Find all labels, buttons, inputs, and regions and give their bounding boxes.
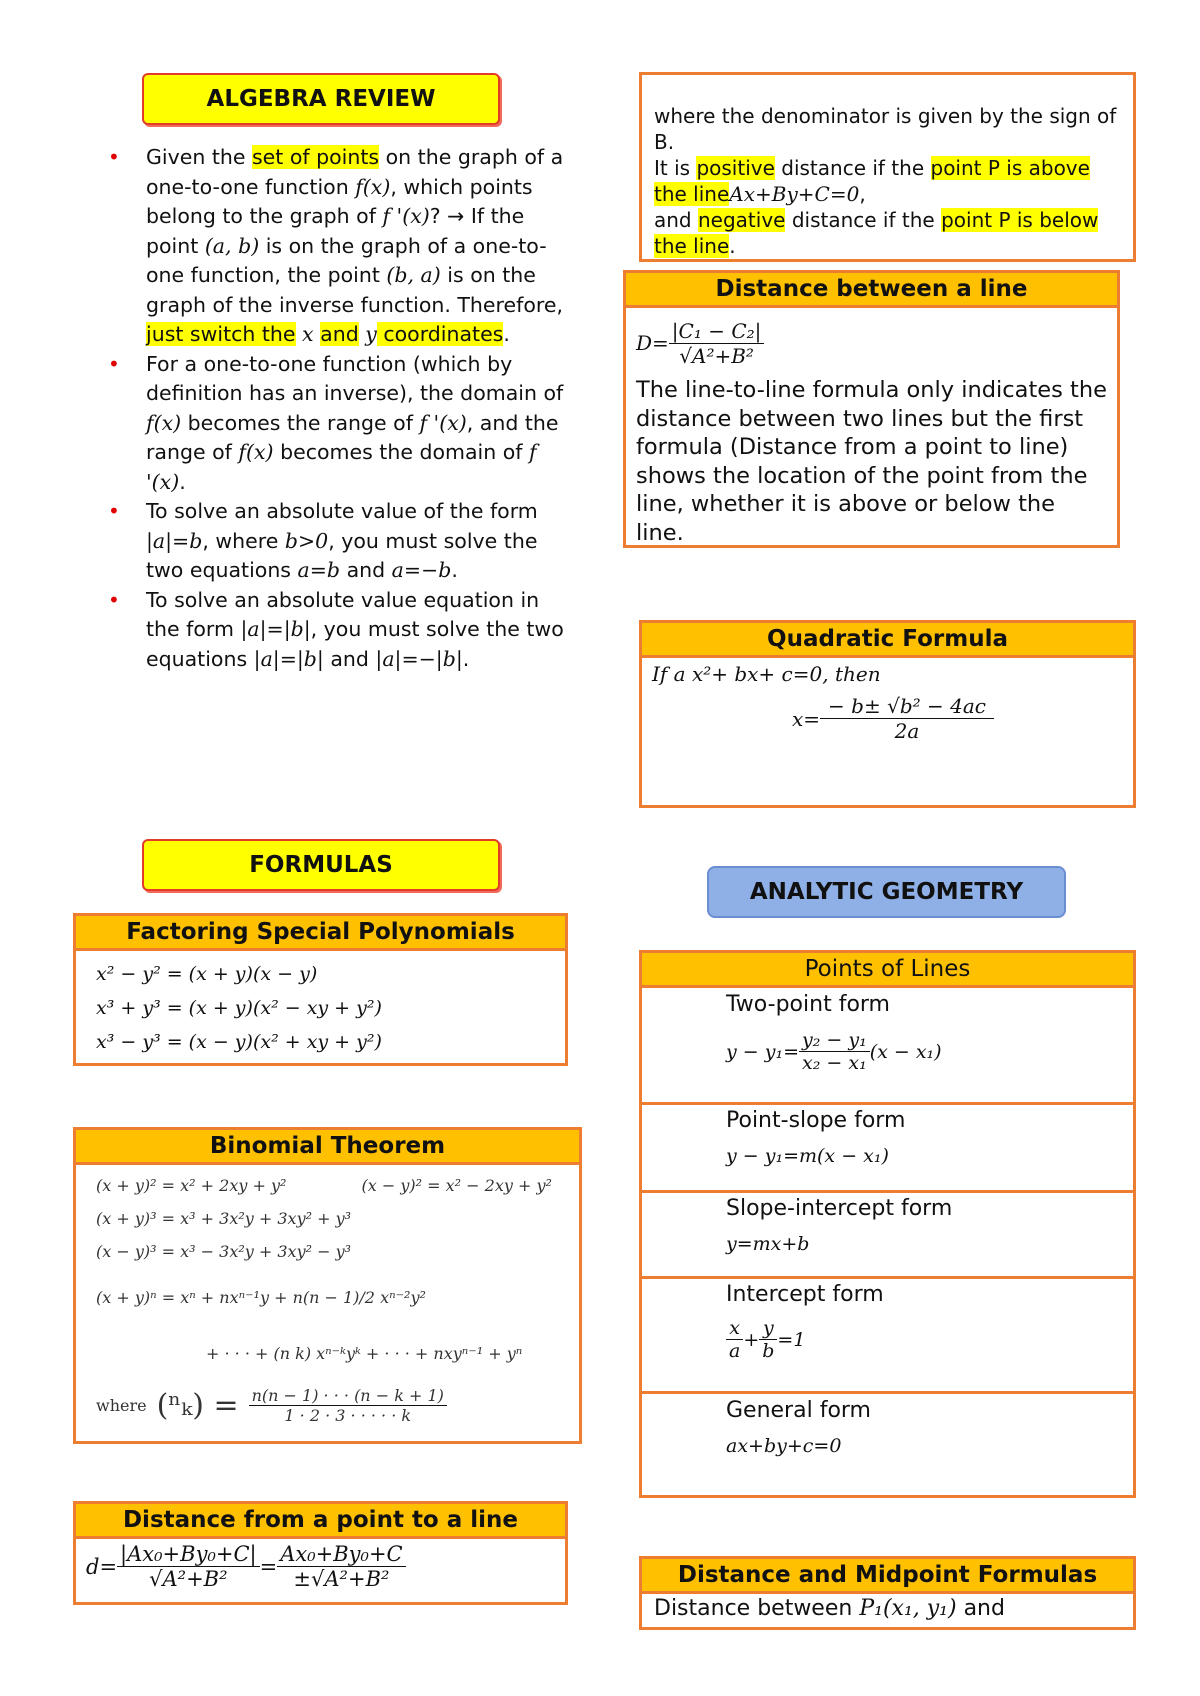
plus-sign: + [743, 1328, 760, 1351]
formula-line: (x + y)³ = x³ + 3x²y + 3xy² + y³ [96, 1209, 352, 1228]
formula-line: (x − y)³ = x³ − 3x²y + 3xy² − y³ [96, 1242, 352, 1261]
form-label: Intercept form [726, 1282, 884, 1307]
list-item: • To solve an absolute value of the form |a|=b, where b>0, you must solve the two equations a=b and a=−b. [108, 497, 578, 586]
fraction: $\frac{x}{a}$ [726, 1317, 743, 1362]
line-distance-box [623, 270, 1120, 548]
intercept-section [642, 1279, 1133, 1394]
formula-line: ax+by+c=0 [726, 1435, 842, 1457]
formula-lhs: x= [792, 706, 821, 731]
binomial-box [73, 1127, 582, 1444]
list-item: • For a one-to-one function (which by definition has an inverse), the domain of f(x) becomes the range of f '(x), and the range of f(x) becomes the domain of f '(x). [108, 350, 578, 498]
banner-label: ALGEBRA REVIEW [206, 86, 436, 112]
form-label: Point-slope form [726, 1108, 906, 1133]
form-label: General form [726, 1398, 871, 1423]
fraction: $\frac{\text{− b± √b² − 4ac}}{2a}$ [820, 694, 994, 743]
analytic-geometry-banner [707, 866, 1066, 918]
slope-intercept-section [642, 1193, 1133, 1279]
formula-lhs: y − y₁= [726, 1040, 800, 1063]
formula-line: (x + y)ⁿ = xⁿ + nxⁿ⁻¹y + n(n − 1)/2 xⁿ⁻²y² [96, 1288, 426, 1307]
formula-line: x² − y² = (x + y)(x − y) [96, 963, 318, 985]
points-of-lines-box [639, 950, 1136, 1498]
fraction: $\frac{\text{|Ax₀+By₀+C|}}{\text{√A²+B²}}$ [117, 1542, 260, 1591]
factoring-box [73, 913, 568, 1066]
formula-rhs: =1 [777, 1328, 806, 1351]
formula-line: x³ + y³ = (x + y)(x² − xy + y²) [96, 997, 382, 1019]
formula-line: (x + y)² = x² + 2xy + y² [96, 1176, 287, 1195]
distance-midpoint-box [639, 1556, 1136, 1630]
fraction: $\frac{\text{y₂ − y₁}}{\text{x₂ − x₁}}$ [799, 1029, 870, 1074]
box-title: Distance between a line [626, 273, 1117, 308]
formula-line: y=mx+b [726, 1233, 810, 1255]
fraction: $\frac{n(n - 1) \cdot \cdot \cdot (n - k + 1)}{1 \cdot 2 \cdot 3 \cdot \cdot \cdot \cdot \cdot k}$ [249, 1386, 447, 1425]
formula-line: x³ − y³ = (x − y)(x² + xy + y²) [96, 1031, 382, 1053]
fraction: $\frac{\text{|C₁ − C₂|}}{\text{√A²+B²}}$ [669, 319, 765, 368]
formula-lhs: D= [636, 331, 669, 355]
algebra-review-banner [142, 73, 500, 125]
formula-line: + · · · + (n k) xⁿ⁻ᵏyᵏ + · · · + nxyⁿ⁻¹ + yⁿ [206, 1344, 523, 1363]
formula-rhs: (x − x₁) [869, 1040, 942, 1063]
formula-line: y − y₁=m(x − x₁) [726, 1145, 889, 1167]
paragraph: where the denominator is given by the sign of B. [654, 104, 1117, 154]
formula-condition: If a x²+ bx+ c=0, then [652, 662, 881, 686]
formula-label: where [96, 1395, 147, 1415]
equals-sign: = [259, 1554, 278, 1579]
two-point-section [642, 988, 1133, 1105]
paragraph: The line-to-line formula only indicates the distance between two lines but the first formula (Distance from a point to line) shows the location of the point from the line, whether it is above or below the line. [636, 377, 1107, 546]
box-title: Points of Lines [642, 953, 1133, 988]
formula-line: (x − y)² = x² − 2xy + y² [361, 1176, 552, 1195]
fraction: $\frac{\text{Ax₀+By₀+C}}{\text{±√A²+B²}}$ [277, 1542, 405, 1591]
box-title: Binomial Theorem [76, 1130, 579, 1165]
point-slope-section [642, 1105, 1133, 1193]
paragraph: It is positive distance if the point P is above the lineAx+By+C=0, [654, 156, 1090, 206]
binomial-coefficient: (ⁿₖ) = [156, 1387, 239, 1423]
formulas-banner [142, 839, 500, 891]
banner-label: FORMULAS [249, 852, 393, 878]
box-title: Distance from a point to a line [76, 1504, 565, 1539]
form-label: Slope-intercept form [726, 1196, 953, 1221]
list-item: • To solve an absolute value equation in the form |a|=|b|, you must solve the two equations |a|=|b| and |a|=−|b|. [108, 586, 578, 675]
list-item: • Given the set of points on the graph of a one-to-one function f(x), which points belong to the graph of f '(x)? → If the point (a, b) is on the graph of a one-to-one function, the point (b, a) is on the graph of the inverse function. Therefore, just switch the x and y coordinates. [108, 143, 578, 350]
sign-explanation-box [639, 72, 1136, 262]
paragraph: Distance between P₁(x₁, y₁) and [654, 1596, 1005, 1621]
banner-label: ANALYTIC GEOMETRY [749, 879, 1024, 905]
formula-lhs: d= [86, 1554, 118, 1579]
general-section [642, 1394, 1133, 1457]
paragraph: and negative distance if the point P is below the line. [654, 208, 1099, 258]
box-title: Distance and Midpoint Formulas [642, 1559, 1133, 1594]
fraction: $\frac{y}{b}$ [759, 1317, 777, 1362]
algebra-bullet-list [108, 143, 578, 674]
form-label: Two-point form [726, 992, 890, 1017]
quadratic-box [639, 620, 1136, 808]
box-title: Factoring Special Polynomials [76, 916, 565, 951]
point-line-distance-box [73, 1501, 568, 1605]
box-title: Quadratic Formula [642, 623, 1133, 658]
